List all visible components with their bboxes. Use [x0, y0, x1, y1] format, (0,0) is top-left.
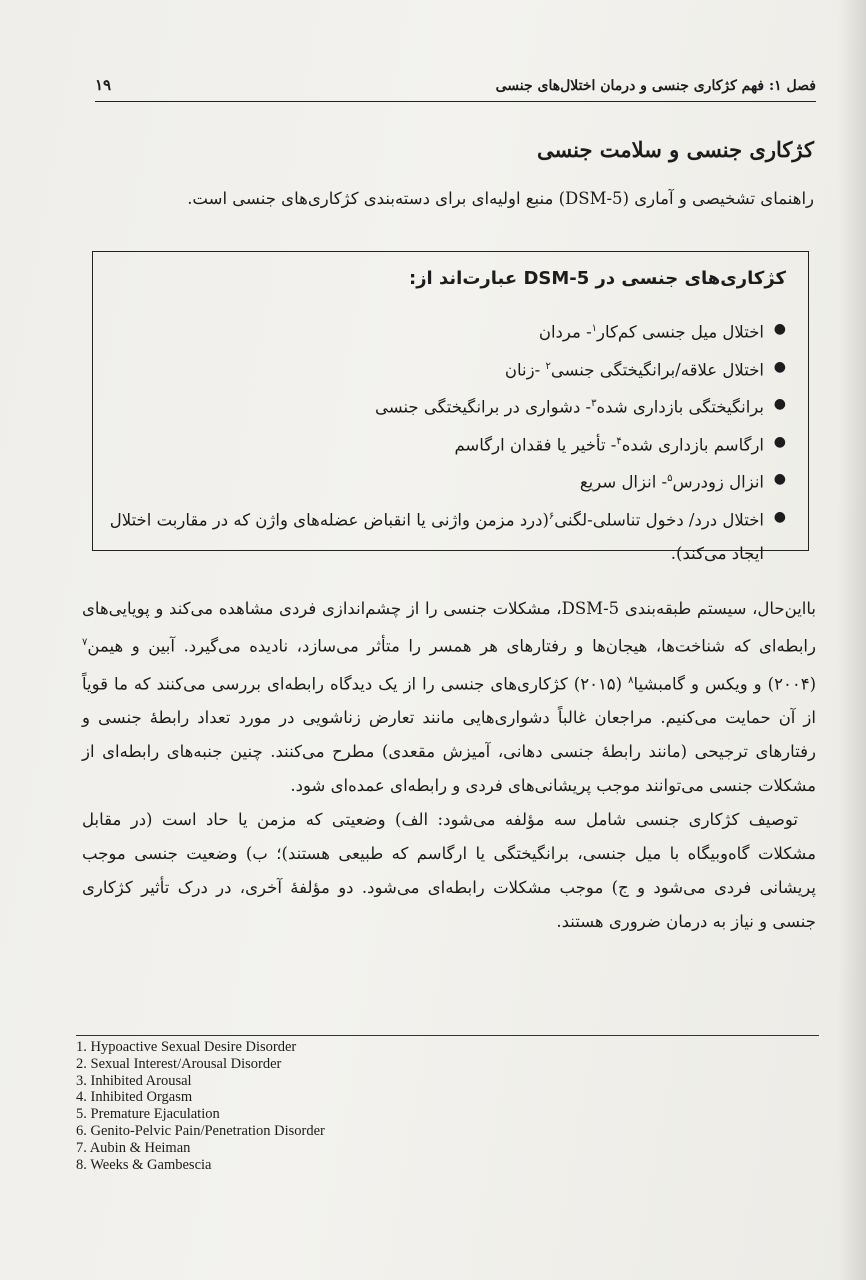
list-item: ● انزال زودرس$^۵$- انزال سریع	[105, 462, 790, 500]
box-title: کژکاری‌های جنسی در DSM-5 عبارت‌اند از:	[409, 268, 786, 289]
body-paragraph: توصیف کژکاری جنسی شامل سه مؤلفه می‌شود: الف) وضعیتی که مزمن یا حاد است (در مقابل مشکلات گاه‌وبیگاه با میل جنسی، برانگیختگی یا ارگاسم که طبیعی هستند)؛ ب) وضعیت جنسی موجب پریشانی فردی می‌شود و ج) موجب مشکلات رابطه‌ای می‌شود. دو مؤلفهٔ آخری، در درک تأثیر کژکاری جنسی و نیاز به درمان ضروری هستند.	[82, 810, 816, 931]
bullet-icon: ●	[773, 358, 786, 375]
footnote: 6. Genito-Pelvic Pain/Penetration Disorder	[76, 1122, 325, 1139]
footnote-ref: ۵	[667, 473, 673, 484]
footnote-ref: ۷	[82, 637, 88, 648]
dysfunction-list	[105, 312, 790, 571]
intro-paragraph: راهنمای تشخیصی و آماری (DSM-5) منبع اولیه‌ای برای دسته‌بندی کژکاری‌های جنسی است.	[187, 189, 814, 208]
footnote: 5. Premature Ejaculation	[76, 1106, 220, 1123]
page-edge-shadow	[838, 0, 866, 1280]
footnote-ref: ۱	[591, 323, 598, 334]
bullet-icon: ●	[773, 396, 786, 412]
dsm5-dysfunctions-box	[92, 251, 809, 563]
bullet-icon: ●	[773, 508, 786, 525]
running-header	[95, 76, 816, 102]
list-item: ● اختلال درد/ دخول تناسلی-لگنی$^۶$(درد مزمن واژنی یا انقباض عضله‌های واژن که در مقاربت اختلال ایجاد می‌کند).	[105, 500, 790, 572]
bullet-icon: ●	[773, 433, 786, 450]
body-paragraph: بااین‌حال، سیستم طبقه‌بندی DSM-5، مشکلات جنسی را از چشم‌اندازی فردی مشاهده می‌کند و پویایی‌های رابطه‌ای که شناخت‌ها، هیجان‌ها و رفتارهای هر همسر را متأثر می‌سازد، نادیده می‌گیرد. آبین و هیمن$^۷$ (۲۰۰۴) و ویکس و گامبشیا$^۸$ (۲۰۱۵) کژکاری‌های جنسی را از یک دیدگاه رابطه‌ای بررسی می‌کنند که ما قویاً از آن حمایت می‌کنیم. مراجعان غالباً دشواری‌هایی مانند تعارض زناشویی در مورد تعداد رابطهٔ جنسی و رفتارهای ترجیحی (مانند رابطهٔ جنسی دهانی، آمیزش مقعدی) مطرح می‌کنند. چنین جنبه‌های رابطه‌ای از مشکلات جنسی می‌توانند موجب پریشانی‌های فردی و رابطه‌ای عمده‌ای شود.	[82, 599, 816, 795]
bullet-icon: ●	[773, 321, 786, 337]
bullet-icon: ●	[773, 471, 786, 487]
footnote: 1. Hypoactive Sexual Desire Disorder	[76, 1039, 297, 1055]
footnotes-list	[76, 1039, 496, 1173]
list-item: ● ارگاسم بازداری شده$^۴$- تأخیر یا فقدان ارگاسم	[105, 425, 790, 463]
footnote-ref: ۶	[548, 510, 555, 522]
page-number: ۱۹	[95, 76, 112, 94]
list-item: ● اختلال علاقه/برانگیختگی جنسی$^۲$ -زنان	[105, 350, 790, 388]
footnote: 8. Weeks & Gambescia	[76, 1156, 212, 1173]
list-item: ● برانگیختگی بازداری شده$^۳$- دشواری در برانگیختگی جنسی	[105, 387, 790, 425]
footnote: 3. Inhibited Arousal	[76, 1072, 192, 1089]
footnote-ref: ۲	[545, 360, 551, 372]
header-rule	[95, 101, 816, 102]
footnote: 7. Aubin & Heiman	[76, 1139, 191, 1156]
footnote: 4. Inhibited Orgasm	[76, 1089, 193, 1106]
footnote-ref: ۴	[616, 435, 622, 447]
section-title: کژکاری جنسی و سلامت جنسی	[536, 137, 814, 162]
footnote-ref: ۳	[591, 398, 597, 409]
body-text	[82, 592, 816, 939]
list-item: ● اختلال میل جنسی کم‌کار$^۱$- مردان	[105, 312, 790, 350]
footnote-ref: ۸	[628, 674, 634, 686]
footnote-rule	[76, 1035, 819, 1036]
chapter-title: فصل ۱: فهم کژکاری جنسی و درمان اختلال‌های جنسی	[495, 78, 816, 94]
footnote: 2. Sexual Interest/Arousal Disorder	[76, 1055, 282, 1072]
